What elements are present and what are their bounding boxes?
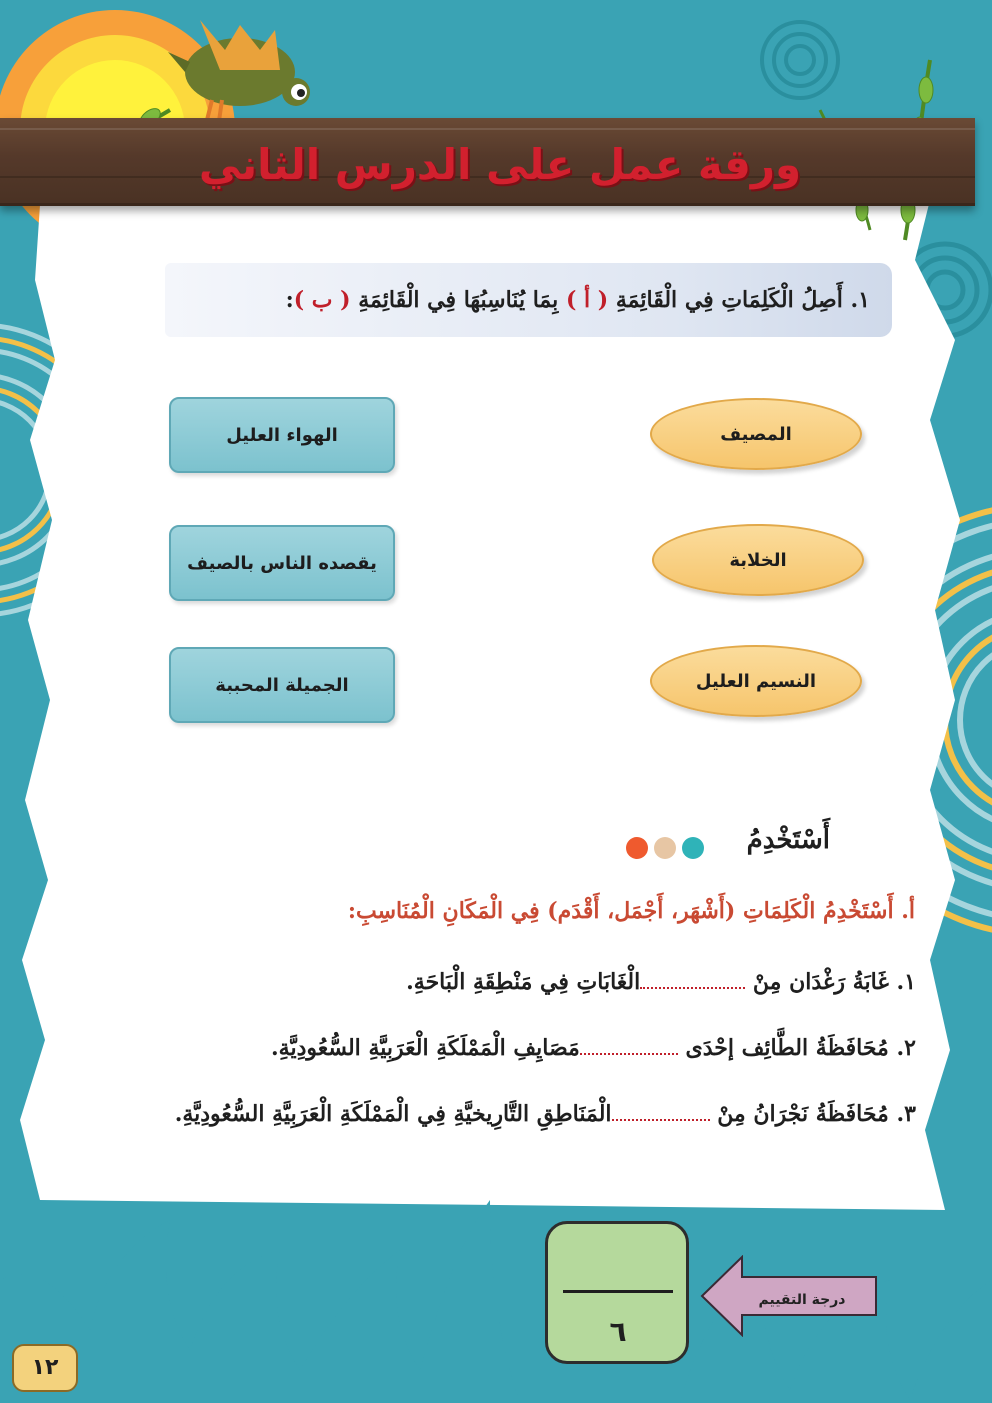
list-a-ref: ( أ ) xyxy=(565,287,609,313)
blank-input[interactable] xyxy=(580,1029,678,1055)
dot-orange-icon xyxy=(626,837,648,859)
sentence-3 xyxy=(175,1094,916,1134)
page-title: ورقة عمل على الدرس الثاني xyxy=(198,140,802,189)
sentence-after: مَصَايِفِ الْمَمْلَكَةِ الْعَرَبِيَّةِ السُّعُودِيَّةِ. xyxy=(271,1035,580,1061)
list-b-ref: ( ب ) xyxy=(293,287,351,313)
sentence-number: ١. xyxy=(896,969,916,995)
use-instruction: أ. أَسْتَخْدِمُ الْكَلِمَاتِ (أَشْهَر، أَجْمَل، أَقْدَم) فِي الْمَكَانِ الْمُنَاسِبِ: xyxy=(347,898,915,924)
sentence-before: مُحَافَظَةُ نَجْرَانُ مِنْ xyxy=(717,1101,889,1127)
grade-total: ٦ xyxy=(609,1315,627,1348)
blank-input[interactable] xyxy=(640,963,745,989)
sentence-1 xyxy=(406,962,916,1002)
grade-fraction-line xyxy=(563,1290,673,1293)
dot-beige-icon xyxy=(654,837,676,859)
sentence-after: الْمَنَاطِقِ التَّارِيخيَّةِ فِي الْمَمْلَكَةِ الْعَرَبِيَّةِ السُّعُودِيَّةِ. xyxy=(174,1101,612,1127)
sentence-before: مُحَافَظَةُ الطَّائِف إحْدَى xyxy=(685,1035,889,1061)
list-a-item[interactable]: المصيف xyxy=(650,398,862,470)
list-a-item[interactable]: النسيم العليل xyxy=(650,645,862,717)
page-number: ١٢ xyxy=(12,1344,78,1392)
list-b-item[interactable]: يقصده الناس بالصيف xyxy=(169,525,395,601)
list-a-item[interactable]: الخلابة xyxy=(652,524,864,596)
question-colon: : xyxy=(285,287,294,313)
sentence-number: ٢. xyxy=(896,1035,916,1061)
question-1-text xyxy=(180,282,870,318)
sentence-before: غَابَةُ رَغْدَان مِنْ xyxy=(752,969,889,995)
question-text-part2: بِمَا يُنَاسِبُهَا فِي الْقَائِمَةِ xyxy=(358,287,559,313)
list-b-item[interactable]: الجميلة المحببة xyxy=(169,647,395,723)
use-section-title: أَسْتَخْدِمُ xyxy=(746,825,830,855)
sentence-after: الْغَابَاتِ فِي مَنْطِقَةِ الْبَاحَةِ. xyxy=(406,969,641,995)
grade-label: درجة التقييم xyxy=(758,1292,846,1308)
question-text-part1: أَصِلُ الْكَلِمَاتِ فِي الْقَائِمَةِ xyxy=(615,287,843,313)
sentence-2 xyxy=(271,1028,916,1068)
sentence-number: ٣. xyxy=(896,1101,916,1127)
list-b-item[interactable]: الهواء العليل xyxy=(169,397,395,473)
dot-teal-icon xyxy=(682,837,704,859)
question-number: ١. xyxy=(850,287,870,313)
blank-input[interactable] xyxy=(612,1095,710,1121)
